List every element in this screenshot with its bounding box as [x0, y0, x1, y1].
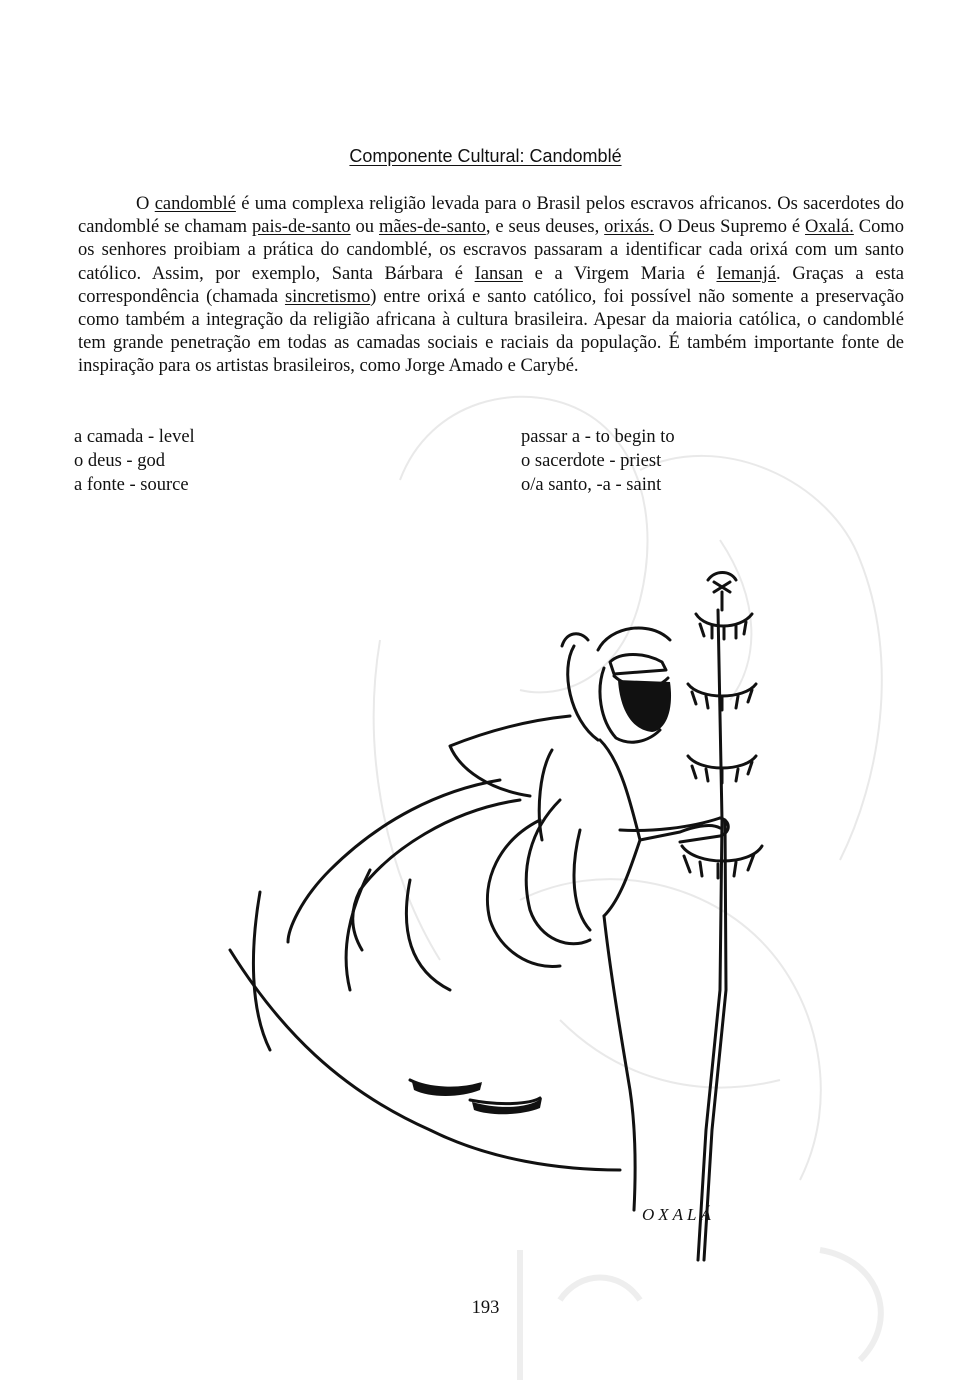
term-iemanja: Iemanjá: [716, 263, 777, 284]
vocab-item: o/a santo, -a - saint: [521, 475, 662, 495]
vocabulary-list-right: [521, 425, 675, 497]
term-maes-de-santo: mães-de-santo: [378, 217, 486, 238]
page-number: 193: [471, 1298, 500, 1318]
term-sincretismo: sincretismo: [284, 286, 371, 307]
vocab-item: o sacerdote - priest: [521, 451, 662, 471]
vocab-item: a fonte - source: [74, 475, 189, 495]
vocab-item: passar a - to begin to: [521, 427, 675, 447]
term-oxala: Oxalá.: [805, 217, 854, 238]
section-title: Componente Cultural: Candomblé: [349, 146, 622, 166]
term-candomble: candomblé: [154, 194, 236, 214]
term-iansan: Iansan: [474, 263, 523, 284]
vocab-item: o deus - god: [74, 451, 165, 471]
term-pais-de-santo: pais-de-santo: [252, 217, 351, 238]
body-paragraph: O candomblé é uma complexa religião levada para o Brasil pelos escravos africanos. Os sacerdotes do candomblé se chamam pais-de-santo ou mães-de-santo, e seus deuses, orixás. O Deus Supremo é Oxalá. Como os senhores proibiam a prática do candomblé, os escravos passaram a identificar cada orixá com um santo católico. Assim, por exemplo, Santa Bárbara é Iansan e a Virgem Maria é Iemanjá. Graças a esta correspondência (chamada sincretismo) entre orixá e santo católico, foi possível não somente a preservação como também a integração da religião africana à cultura brasileira. Apesar da maioria católica, o candomblé tem grande penetração em todas as camadas sociais e raciais da população. É também importante fonte de inspiração para os artistas brasileiros, como Jorge Amado e Carybé.: [78, 194, 905, 377]
illustration-caption: OXALÁ: [642, 1205, 715, 1224]
vocab-item: a camada - level: [74, 427, 195, 447]
vocabulary-list-left: [74, 425, 195, 497]
term-orixas: orixás.: [604, 217, 655, 238]
oxala-illustration: [200, 570, 820, 1290]
